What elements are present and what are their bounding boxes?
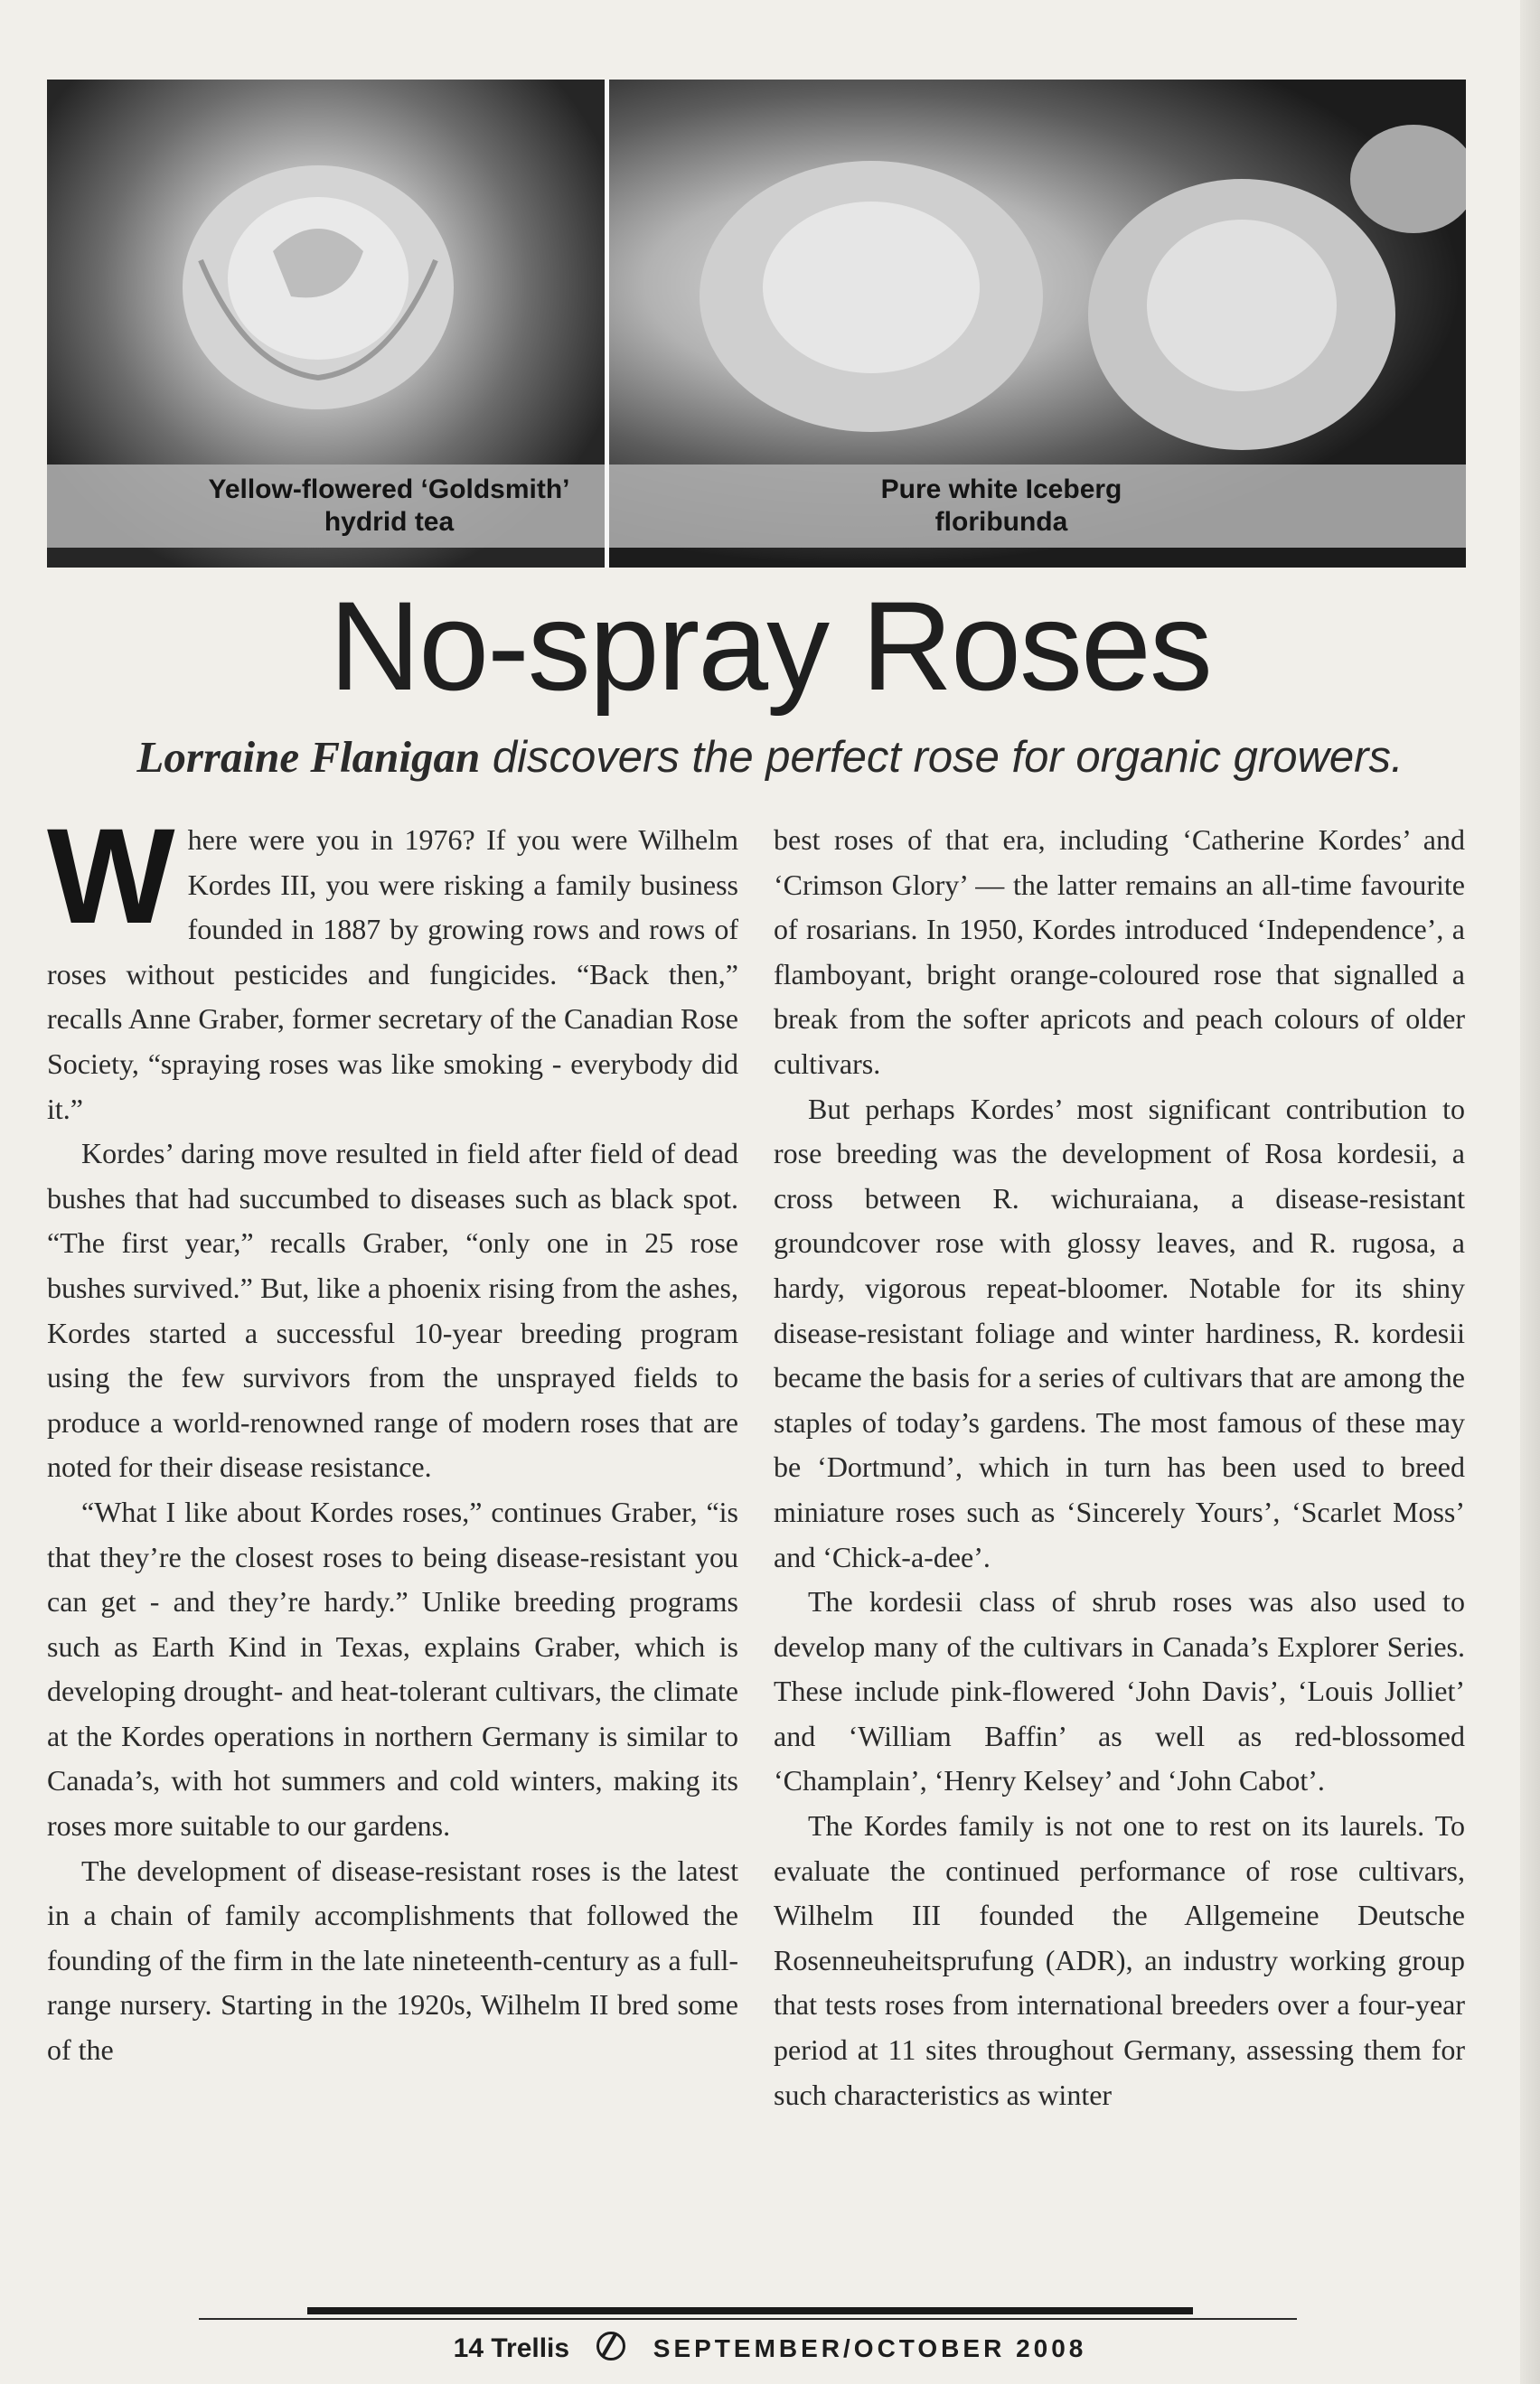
article-column-left xyxy=(47,800,738,2073)
photo-caption-left: Yellow-flowered ‘Goldsmith’ hydrid tea xyxy=(208,474,570,537)
footer-rule-thick xyxy=(307,2307,1193,2314)
photo-caption-right: Pure white Iceberg floribunda xyxy=(880,474,1122,537)
caption-band-left xyxy=(47,465,605,548)
goldsmith-rose-photo xyxy=(47,80,605,568)
page-number: 14 xyxy=(453,2333,484,2363)
paragraph: But perhaps Kordes’ most significant contribution to rose breeding was the development of Rosa kordesii, a cross between R. wichuraiana, a disease-resistant groundcover rose with glossy leaves, and R. rugosa, a hardy, vigorous repeat-bloomer. Notable for its shiny disease-resistant foliage and winter hardiness, R. kordesii became the basis for a series of cultivars that are among the staples of today’s gardens. The most famous of these may be ‘Dortmund’, which in turn has been used to breed miniature roses such as ‘Sincerely Yours’, ‘Scarlet Moss’ and ‘Chick-a-dee’. xyxy=(774,1092,1465,1573)
author-name: Lorraine Flanigan xyxy=(136,732,481,782)
issue-date: SEPTEMBER/OCTOBER 2008 xyxy=(653,2334,1087,2362)
photo-strip xyxy=(47,80,1466,568)
paragraph: The Kordes family is not one to rest on its laurels. To evaluate the continued performance of rose cultivars, Wilhelm III founded the Allgemeine Deutsche Rosenneuheitsprufung (ADR), an industry working group that tests roses from international breeders over a four-year period at 11 sites throughout Germany, assessing them for such characteristics as winter xyxy=(774,1809,1465,2111)
paragraph-text: here were you in 1976? If you were Wilhelm Kordes III, you were risking a family business founded in 1887 by growing rows and rows of roses without pesticides and fungicides. “Back then,” recalls Anne Graber, former secretary of the Canadian Rose Society, “spraying roses was like smoking - everybody did it.” xyxy=(47,823,738,1125)
paragraph: The kordesii class of shrub roses was also used to develop many of the cultivars in Canada’s Explorer Series. These include pink-flowered ‘John Davis’, ‘Louis Jolliet’ and ‘William Baffin’ as well as red-blossomed ‘Champlain’, ‘Henry Kelsey’ and ‘John Cabot’. xyxy=(774,1585,1465,1797)
deck-text: discovers the perfect rose for organic growers. xyxy=(480,733,1404,782)
paragraph xyxy=(47,800,738,1131)
page-footer xyxy=(0,2332,1540,2364)
paragraph: best roses of that era, including ‘Catherine Kordes’ and ‘Crimson Glory’ — the latter remains an all-time favourite of rosarians. In 1950, Kordes introduced ‘Independence’, a flamboyant, bright orange-coloured rose that signalled a break from the softer apricots and peach colours of older cultivars. xyxy=(774,823,1465,1080)
article-deck xyxy=(0,730,1540,784)
paragraph: “What I like about Kordes roses,” continues Graber, “is that they’re the closest roses to being disease-resistant you can get - and they’re hardy.” Unlike breeding programs such as Earth Kind in Texas, explains Graber, which is developing drought- and heat-tolerant cultivars, the climate at the Kordes operations in northern Germany is similar to Canada’s, with hot summers and cold winters, making its roses more suitable to our gardens. xyxy=(47,1495,738,1843)
iceberg-rose-photo xyxy=(609,80,1466,568)
article-title: No-spray Roses xyxy=(329,575,1211,717)
caption-band-right xyxy=(609,465,1466,548)
footer-rule-thin xyxy=(199,2318,1297,2320)
paragraph: The development of disease-resistant roses is the latest in a chain of family accomplishments that followed the founding of the firm in the late nineteenth-century as a full-range nursery. Starting in the 1920s, Wilhelm II bred some of the xyxy=(47,1854,738,2067)
magazine-name: Trellis xyxy=(491,2333,570,2363)
article-column-right xyxy=(774,818,1465,2117)
drop-cap: W xyxy=(47,800,175,952)
trellis-logo-icon xyxy=(596,2332,625,2361)
page-edge xyxy=(1520,0,1540,2384)
paragraph: Kordes’ daring move resulted in field after field of dead bushes that had succumbed to diseases such as black spot. “The first year,” recalls Graber, “only one in 25 rose bushes survived.” But, like a phoenix rising from the ashes, Kordes started a successful 10-year breeding program using the few survivors from the unsprayed fields to produce a world-renowned range of modern roses that are noted for their disease resistance. xyxy=(47,1137,738,1484)
